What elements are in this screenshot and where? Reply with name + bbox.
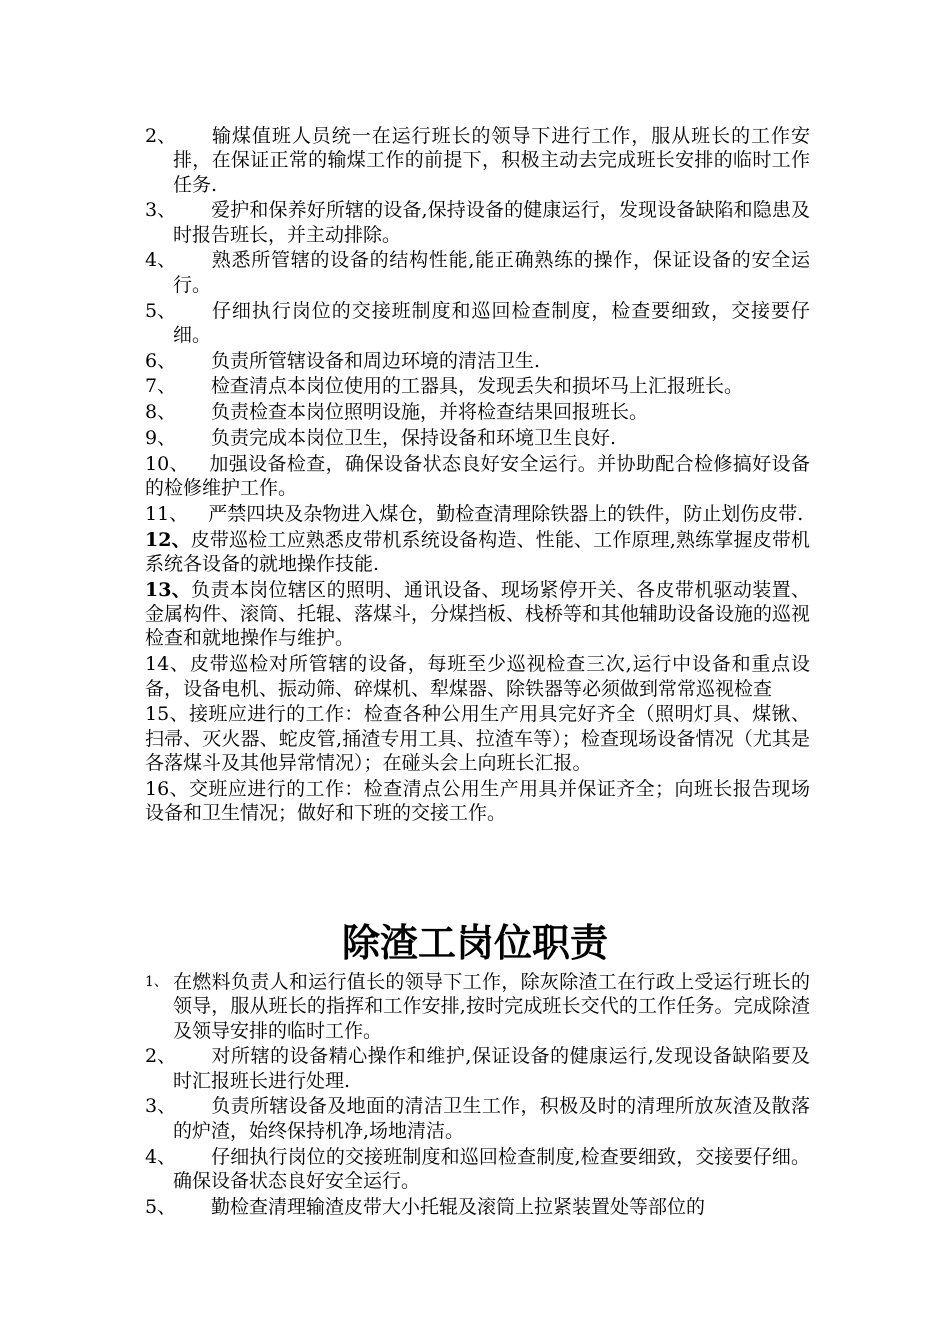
list-item: [145, 248, 810, 297]
list-item: [145, 349, 810, 373]
item-number: 7、: [145, 375, 177, 398]
item-number: 5、: [145, 1195, 177, 1218]
list-item: [145, 1044, 810, 1093]
item-text: 负责本岗位辖区的照明、通讯设备、现场紧停开关、各皮带机驱动装置、金属构件、滚筒、托辊、落煤斗，分煤挡板、栈桥等和其他辅助设备设施的巡视检查和就地操作与维护。: [145, 578, 811, 650]
item-number: 4、: [145, 1145, 177, 1168]
list-item: [145, 1145, 810, 1194]
item-text: 仔细执行岗位的交接班制度和巡回检查制度,检查要细致，交接要仔细。确保设备状态良好安全运行。: [173, 1145, 810, 1192]
item-number: 16、: [145, 777, 190, 800]
list-item: [145, 652, 810, 701]
list-item: [145, 578, 810, 651]
list-item: [145, 1094, 810, 1143]
item-number: 12、: [145, 528, 191, 551]
item-text: 严禁四块及杂物进入煤仓，勤检查清理除铁器上的铁件，防止划伤皮带.: [208, 502, 804, 525]
item-number: 1、: [145, 974, 168, 990]
item-text: 仔细执行岗位的交接班制度和巡回检查制度，检查要细致，交接要仔细。: [173, 299, 810, 346]
item-text: 皮带巡检工应熟悉皮带机系统设备构造、性能、工作原理,熟练掌握皮带机系统各设备的就地操作技能.: [145, 528, 810, 576]
list-item: [145, 970, 810, 1043]
list-item: [145, 452, 810, 501]
list-item: [145, 124, 810, 197]
item-text: 负责所辖设备及地面的清洁卫生工作，积极及时的清理所放灰渣及散落的炉渣，始终保持机净,场地清洁。: [173, 1095, 810, 1142]
item-number: 6、: [145, 349, 177, 372]
list-item: [145, 374, 810, 398]
item-number: 15、: [145, 703, 190, 726]
list-item: [145, 702, 810, 775]
list-item: [145, 299, 810, 348]
item-text: 在燃料负责人和运行值长的领导下工作，除灰除渣工在行政上受运行班长的领导，服从班长的指挥和工作安排,按时完成班长交代的工作任务。完成除渣及领导安排的临时工作。: [173, 971, 810, 1042]
list-item: [145, 777, 810, 826]
item-text: 输煤值班人员统一在运行班长的领导下进行工作，服从班长的工作安排，在保证正常的输煤工作的前提下，积极主动去完成班长安排的临时工作任务.: [173, 125, 810, 196]
list-item: [145, 426, 810, 450]
list-item: [145, 198, 810, 247]
item-text: 接班应进行的工作：检查各种公用生产用具完好齐全（照明灯具、煤锹、扫帚、灭火器、蛇皮管,捅渣专用工具、拉渣车等）；检查现场设备情况（尤其是各落煤斗及其他异常情况）；在碰头会上向班长汇报。: [145, 703, 810, 774]
item-text: 对所辖的设备精心操作和维护,保证设备的健康运行,发现设备缺陷要及时汇报班长进行处理.: [173, 1045, 810, 1092]
item-number: 8、: [145, 401, 177, 424]
item-text: 负责完成本岗位卫生，保持设备和环境卫生良好.: [211, 427, 617, 450]
item-text: 负责所管辖设备和周边环境的清洁卫生.: [211, 349, 541, 372]
item-number: 3、: [145, 199, 177, 222]
item-text: 熟悉所管辖的设备的结构性能,能正确熟练的操作，保证设备的安全运行。: [173, 249, 810, 296]
section-title: 除渣工岗位职责: [341, 920, 608, 965]
duty-list-slag: [145, 970, 810, 1220]
item-text: 负责检查本岗位照明设施，并将检查结果回报班长。: [211, 401, 649, 424]
list-item: [145, 528, 810, 577]
item-number: 2、: [145, 1045, 177, 1068]
item-text: 皮带巡检对所管辖的设备，每班至少巡视检查三次,运行中设备和重点设备，设备电机、振动筛、碎煤机、犁煤器、除铁器等必须做到常常巡视检查: [145, 653, 810, 700]
item-text: 交班应进行的工作：检查清点公用生产用具并保证齐全；向班长报告现场设备和卫生情况；做好和下班的交接工作。: [145, 777, 810, 825]
list-item: [145, 400, 810, 424]
list-item: [145, 502, 810, 526]
item-text: 勤检查清理输渣皮带大小托辊及滚筒上拉紧装置处等部位的: [211, 1195, 706, 1218]
item-number: 4、: [145, 249, 177, 272]
item-number: 14、: [145, 653, 190, 676]
item-number: 10、: [145, 452, 189, 475]
item-number: 11、: [145, 502, 189, 525]
item-number: 9、: [145, 427, 177, 450]
list-item: [145, 1195, 810, 1219]
item-text: 检查清点本岗位使用的工器具，发现丢失和损坏马上汇报班长。: [211, 375, 744, 398]
item-text: 爱护和保养好所辖的设备,保持设备的健康运行，发现设备缺陷和隐患及时报告班长，并主动排除。: [173, 199, 810, 246]
item-number: 5、: [145, 299, 177, 322]
item-text: 加强设备检查，确保设备状态良好安全运行。并协助配合检修搞好设备的检修维护工作。: [145, 452, 810, 500]
item-number: 2、: [145, 125, 177, 147]
duty-list-coal: [145, 124, 810, 827]
item-number: 3、: [145, 1095, 177, 1118]
item-number: 13、: [145, 578, 192, 601]
